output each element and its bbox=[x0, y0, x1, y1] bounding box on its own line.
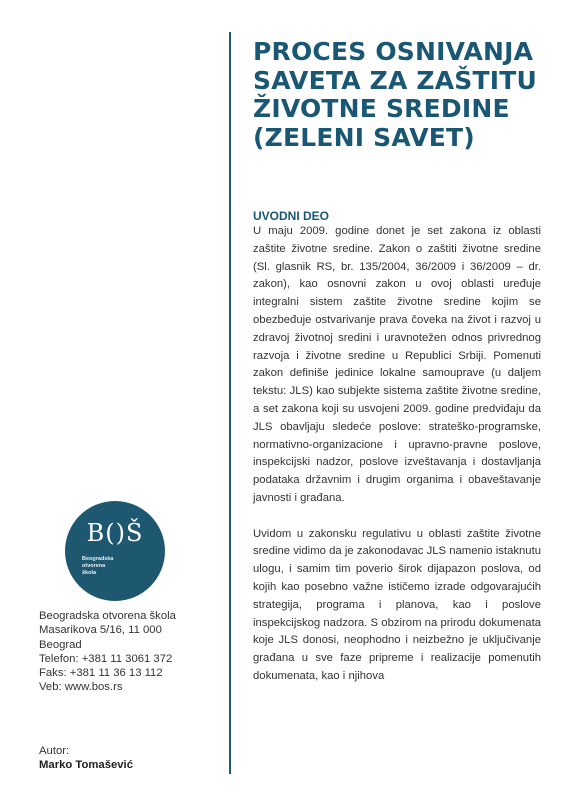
author-label: Autor: bbox=[39, 745, 70, 757]
contact-block bbox=[39, 609, 224, 695]
contact-city: Beograd bbox=[39, 638, 82, 651]
body-paragraph: Uvidom u zakonsku regulativu u oblasti zaštite životne sredine vidimo da je zakonodavac JLS namenio istaknutu ulogu, i samim tim poverio širok dijapazon poslova, od kojih kao posebno važne ističemo izrade odgovarajućih strategija, programa i planova, kao i poslove inspekcijskog nadzora. S obzirom na prirodu dokumenata koje JLS donosi, neophodno i neizbežno je uključivanje građana u sve faze pripreme i realizacije pomenutih dokumenata, kao i njihova bbox=[253, 527, 541, 682]
column-divider bbox=[229, 32, 231, 774]
contact-organization: Beogradska otvorena škola bbox=[39, 610, 176, 622]
contact-address: Masarikova 5/16, 11 000 bbox=[39, 624, 162, 637]
author-name: Marko Tomašević bbox=[39, 759, 133, 771]
title-line: ŽIVOTNE SREDINE bbox=[253, 94, 510, 123]
organization-logo bbox=[65, 501, 165, 601]
logo-subtitle bbox=[82, 556, 142, 578]
logo-subtitle-line: Beogradska bbox=[82, 556, 114, 562]
section-heading: UVODNI DEO bbox=[253, 209, 330, 223]
document-title bbox=[253, 38, 553, 152]
body-text bbox=[253, 223, 541, 686]
title-line: SAVETA ZA ZAŠTITU bbox=[253, 65, 538, 95]
title-line: PROCES OSNIVANJA bbox=[253, 37, 534, 66]
logo-subtitle-line: škola bbox=[82, 570, 97, 577]
logo-subtitle-line: otvorena bbox=[82, 563, 106, 570]
logo-mark: B()Š bbox=[86, 519, 144, 547]
title-line: (ZELENI SAVET) bbox=[253, 122, 475, 152]
contact-fax: Faks: +381 11 36 13 112 bbox=[39, 667, 163, 680]
contact-phone: Telefon: +381 11 3061 372 bbox=[39, 652, 173, 665]
contact-website: Veb: www.bos.rs bbox=[39, 681, 123, 694]
body-paragraph: U maju 2009. godine donet je set zakona iz oblasti zaštite životne sredine. Zakon o zaštiti životne sredine (Sl. glasnik RS, br. 135/2004, 36/2009 i 36/2009 – dr. zakon), kao osnovni zakon u ovoj oblasti uređuje integralni sistem zaštite životne sredine kojim se obezbeđuje ostvarivanje prava čoveka na život i razvoj u zdravoj životnoj sredini i uravnotežen odnos privrednog razvoja i životne sredine u Republici Srbiji. Pomenuti zakon definiše jedinice lokalne samouprave (u daljem tekstu: JLS) kao subjekte sistema zaštite životne sredine, a set zakona koji su usvojeni 2009. godine predviđaju da JLS obavljaju sledeće poslove: strateško-programske, normativno-organizacione i upravno-pravne poslove, inspekcijski nadzor, poslove izveštavanja i dostavljanja podataka državnim i drugim organima i obaveštavanje javnosti i građana. bbox=[253, 225, 541, 504]
